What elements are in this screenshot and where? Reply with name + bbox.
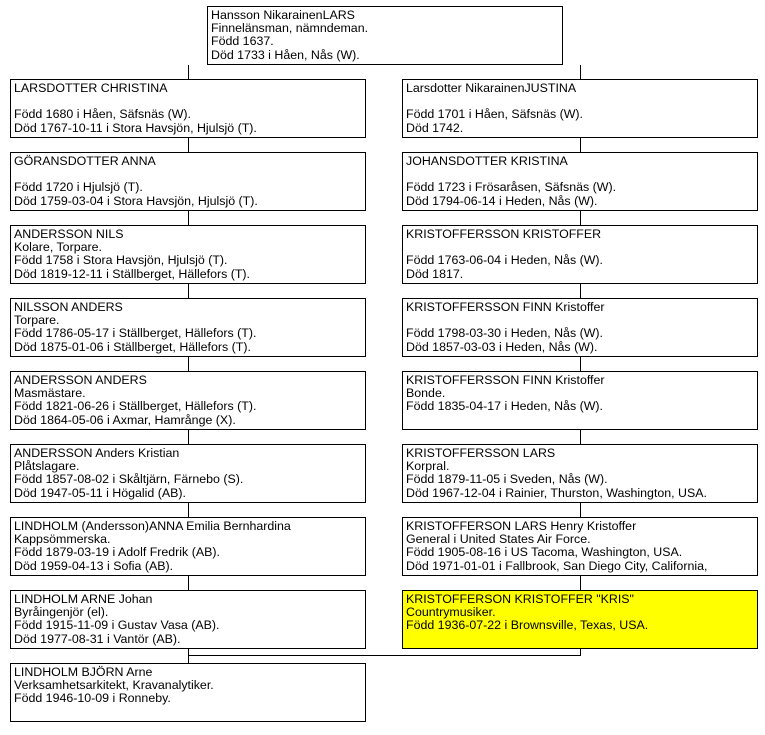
connector-line xyxy=(188,576,189,590)
person-line: KRISTOFFERSSON LARS xyxy=(406,446,556,460)
person-line: Född 1723 i Frösaråsen, Säfsnäs (W). xyxy=(406,180,617,195)
highlighted-person-box xyxy=(402,590,758,649)
connector-line xyxy=(580,430,581,444)
person-line: Död 1742. xyxy=(406,120,464,135)
person-line: Kappsömmerska. xyxy=(14,532,111,547)
person-line: GÖRANSDOTTER ANNA xyxy=(14,154,156,168)
person-line: Död 1875-01-06 i Ställberget, Hällefors (T). xyxy=(14,339,251,354)
person-line: ANDERSSON NILS xyxy=(14,227,124,241)
connector-line xyxy=(580,65,581,79)
connector-line xyxy=(580,211,581,225)
connector-line xyxy=(580,357,581,371)
person-line: Född 1637. xyxy=(211,34,274,49)
left-person-box xyxy=(10,298,366,357)
person-line: Född 1758 i Stora Havsjön, Hjulsjö (T). xyxy=(14,253,228,268)
person-line: Född 1786-05-17 i Ställberget, Hällefors (T). xyxy=(14,326,257,341)
left-person-box xyxy=(10,517,366,576)
right-person-box xyxy=(402,152,758,211)
person-line: Masmästare. xyxy=(14,386,86,401)
person-line: Född 1835-04-17 i Heden, Nås (W). xyxy=(406,399,603,414)
person-line: Född 1821-06-26 i Ställberget, Hällefors (T). xyxy=(14,399,257,414)
connector-line xyxy=(188,655,581,656)
connector-line xyxy=(188,357,189,371)
person-line: Född 1936-07-22 i Brownsville, Texas, USA. xyxy=(406,618,649,633)
person-line: Död 1794-06-14 i Heden, Nås (W). xyxy=(406,193,598,208)
person-line: Byråingenjör (el). xyxy=(14,605,109,620)
right-person-box xyxy=(402,298,758,357)
person-line: KRISTOFFERSON LARS Henry Kristoffer xyxy=(406,519,637,533)
person-line: Född 1915-11-09 i Gustav Vasa (AB). xyxy=(14,618,220,633)
connector-line xyxy=(188,649,189,663)
connector-line xyxy=(580,576,581,590)
person-line: Död 1767-10-11 i Stora Havsjön, Hjulsjö (T). xyxy=(14,120,257,135)
person-line: KRISTOFFERSSON FINN Kristoffer xyxy=(406,373,605,387)
left-person-box xyxy=(10,663,366,722)
person-line: KRISTOFFERSON KRISTOFFER "KRIS" xyxy=(406,592,634,606)
person-line: Hansson NikarainenLARS xyxy=(211,8,355,22)
left-person-box xyxy=(10,444,366,503)
root-person-box xyxy=(207,6,563,65)
person-line: Korpral. xyxy=(406,459,450,474)
person-line: Kolare, Torpare. xyxy=(14,240,102,255)
person-line: Född 1720 i Hjulsjö (T). xyxy=(14,180,143,195)
person-line: Död 1977-08-31 i Vantör (AB). xyxy=(14,631,181,646)
person-line: Död 1864-05-06 i Axmar, Hamrånge (X). xyxy=(14,412,236,427)
person-line: Död 1971-01-01 i Fallbrook, San Diego City, California, xyxy=(406,558,708,573)
person-line: Född 1905-08-16 i US Tacoma, Washington, USA. xyxy=(406,545,683,560)
person-line: Torpare. xyxy=(14,313,60,328)
person-line: Död 1947-05-11 i Högalid (AB). xyxy=(14,485,186,500)
left-person-box xyxy=(10,590,366,649)
left-person-box xyxy=(10,371,366,430)
person-line: KRISTOFFERSSON FINN Kristoffer xyxy=(406,300,605,314)
right-person-box xyxy=(402,225,758,284)
person-line: Född 1798-03-30 i Heden, Nås (W). xyxy=(406,326,603,341)
connector-line xyxy=(188,284,189,298)
person-line: LINDHOLM (Andersson)ANNA Emilia Bernhardina xyxy=(14,519,291,533)
connector-line xyxy=(580,138,581,152)
person-line: LINDHOLM ARNE Johan xyxy=(14,592,153,606)
right-person-box xyxy=(402,371,758,430)
person-line: Finnelänsman, nämndeman. xyxy=(211,21,369,36)
person-line: Född 1946-10-09 i Ronneby. xyxy=(14,691,171,706)
person-line: Död 1857-03-03 i Heden, Nås (W). xyxy=(406,339,598,354)
person-line: General i United States Air Force. xyxy=(406,532,591,547)
person-line: Död 1967-12-04 i Rainier, Thurston, Washington, USA. xyxy=(406,485,707,500)
person-line: Död 1819-12-11 i Ställberget, Hällefors (T). xyxy=(14,266,250,281)
connector-line xyxy=(188,138,189,152)
person-line: Countrymusiker. xyxy=(406,605,496,620)
person-line: Plåtslagare. xyxy=(14,459,80,474)
person-line: Född 1701 i Håen, Säfsnäs (W). xyxy=(406,107,583,122)
person-line: Verksamhetsarkitekt, Kravanalytiker. xyxy=(14,678,214,693)
person-line: Död 1817. xyxy=(406,266,464,281)
connector-line xyxy=(580,503,581,517)
person-line: Död 1759-03-04 i Stora Havsjön, Hjulsjö (T). xyxy=(14,193,258,208)
person-line: Född 1763-06-04 i Heden, Nås (W). xyxy=(406,253,603,268)
person-line: LINDHOLM BJÖRN Arne xyxy=(14,665,153,679)
person-line: Bonde. xyxy=(406,386,446,401)
connector-line xyxy=(188,430,189,444)
person-line: Larsdotter NikarainenJUSTINA xyxy=(406,81,577,95)
connector-line xyxy=(188,211,189,225)
right-person-box xyxy=(402,517,758,576)
left-person-box xyxy=(10,152,366,211)
person-line: KRISTOFFERSSON KRISTOFFER xyxy=(406,227,602,241)
person-line: Född 1879-03-19 i Adolf Fredrik (AB). xyxy=(14,545,220,560)
person-line: JOHANSDOTTER KRISTINA xyxy=(406,154,568,168)
person-line: NILSSON ANDERS xyxy=(14,300,123,314)
person-line: LARSDOTTER CHRISTINA xyxy=(14,81,168,95)
person-line: ANDERSSON Anders Kristian xyxy=(14,446,180,460)
person-line: ANDERSSON ANDERS xyxy=(14,373,147,387)
left-person-box xyxy=(10,79,366,138)
right-person-box xyxy=(402,444,758,503)
connector-line xyxy=(580,284,581,298)
connector-line xyxy=(188,503,189,517)
connector-line xyxy=(188,65,189,79)
person-line: Död 1959-04-13 i Sofia (AB). xyxy=(14,558,174,573)
person-line: Död 1733 i Håen, Nås (W). xyxy=(211,47,360,62)
right-person-box xyxy=(402,79,758,138)
person-line: Född 1857-08-02 i Skåltjärn, Färnebo (S). xyxy=(14,472,244,487)
person-line: Född 1680 i Håen, Säfsnäs (W). xyxy=(14,107,191,122)
person-line: Född 1879-11-05 i Sveden, Nås (W). xyxy=(406,472,608,487)
left-person-box xyxy=(10,225,366,284)
